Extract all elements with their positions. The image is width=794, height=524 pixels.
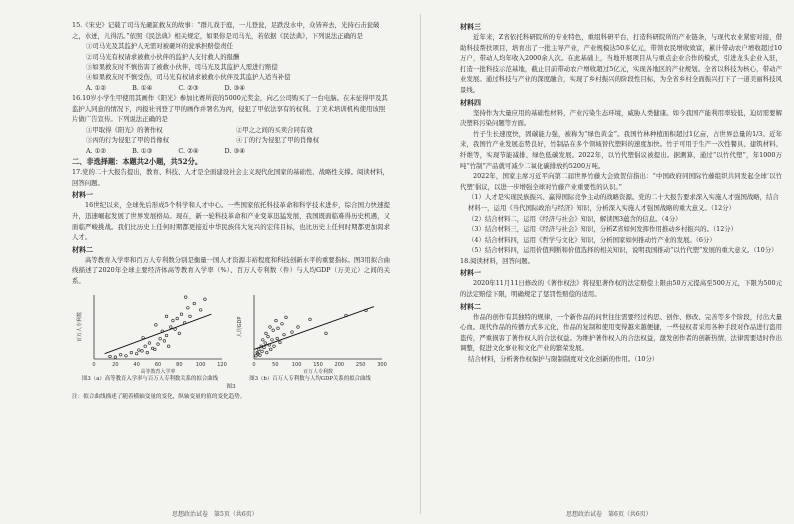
chart-b-x-tick: 100 (291, 361, 302, 368)
chart-a-point (114, 355, 117, 358)
chart-a-x-tick: 120 (217, 361, 227, 368)
chart-a-point (119, 353, 122, 356)
q15-option-3: ③如果救友时不慎伤害了被救小伙伴，司马光及其监护人需进行赔偿 (86, 63, 278, 71)
q17-sub-3: （3）结合材料三，运用《经济与社会》知识，分析Z省如何发挥作用推动乡村振兴的。（12分） (468, 225, 738, 234)
q16-option-1: ①甲取得《阳光》的著作权 (86, 126, 163, 134)
chart-b-point (277, 327, 280, 330)
page-5-footer: 思想政治试卷 第5页（共6页） (172, 511, 258, 518)
q18-material-2-text: 作品的创作有其独特的规律，一个新作品的问世往往需要经过构思、创作、修改、完善等多个阶段，付出大量心血。现代作品的传播方式多元化，作品的复制和使用变得越来越便捷，一些侵权者采用各种手段对作品进行盗用盗传，严重损害了著作权人的合法权益。为维护著作权人的合法权益，激发创作者的创新热情，法律需要适时作出调整，促进文化事业和文化产业的繁荣发展。 (460, 312, 782, 353)
chart-a-point (170, 325, 173, 328)
chart-a-x-label: 高等教育入学率 (140, 368, 176, 375)
chart-a-point (159, 337, 162, 340)
chart-a-point (184, 295, 187, 298)
chart-a-x-tick: 80 (176, 361, 183, 368)
chart-b-x-tick: 250 (355, 361, 366, 368)
material-4-text-2: 竹子生长速度快，固碳能力强，被称为“绿色黄金”。我国竹林种植面积超过1亿亩，占世界总量的1/3。近年来，我国竹产业发展态势良好，竹制品在多个领域替代塑料的速度加快。竹子可用于生产一次性餐具、建筑材料、纤维等，实现节能减排、绿色低碳发展。2022年，以竹代塑倡议被提出。据测算，通过“以竹代塑”，年1000万吨“竹制”产品就可减少二氧化碳排放约5200万吨。 (460, 129, 782, 170)
chart-b-fit-line (254, 306, 374, 349)
chart-a-x-tick: 60 (154, 361, 162, 368)
chart-a-point (163, 339, 166, 342)
chart-a-point (146, 351, 149, 354)
chart-a-point (142, 336, 145, 339)
chart-a-point (165, 334, 168, 337)
q16-choices (72, 146, 390, 156)
chart-a-y-label: 百万人专利数 (77, 311, 83, 342)
chart-a-point (178, 332, 181, 335)
chart-b-point (325, 332, 328, 335)
chart-b-point (281, 322, 284, 325)
chart-a-x-tick: 20 (112, 361, 119, 368)
chart-a-fit-line (105, 314, 212, 353)
chart-a-point (130, 351, 133, 354)
page-6 (460, 20, 782, 524)
chart-b-point (259, 353, 262, 356)
q16-choice-c[interactable]: C. ②④ (178, 146, 199, 155)
q17-stem: 17.党的二十大报告提出，教育、科技、人才是全面建设社会主义现代化国家的基础性、战略性支撑。阅读材料，回答问题。 (72, 168, 389, 187)
material-3-label: 材料三 (460, 22, 481, 31)
q16-stem: 16.10岁小学生甲使用其画作《阳光》参加比赛所获的5000元奖金，向乙公司购买了一台电脑。在未征得甲及其监护人同意的情况下，丙报社刊登了甲的画作并署名为丙，侵犯了甲依法享有的权利。丁美术培训机构使用该照片做广告宣传。下列说法正确的是 (72, 94, 388, 124)
figure-3-label: 图3 (226, 383, 236, 390)
q17-sub-4: （4）结合材料四，运用《哲学与文化》知识，分析国家如何推动竹产业的发展。（6分） (468, 235, 716, 244)
q18-material-1-text: 2020年11月11日修改的《著作权法》将侵犯著作权的法定赔偿上限由50万元提高至500万元，下限为500元的法定赔偿下限，明确规定了惩罚性赔偿的适用。 (460, 279, 782, 299)
chart-a-point (187, 306, 190, 309)
chart-b-point (272, 328, 275, 331)
chart-b-point (285, 316, 288, 319)
chart-a-point (141, 349, 144, 352)
chart-b-point (270, 348, 273, 351)
chart-b-x-tick: 150 (313, 361, 323, 368)
chart-b-point (273, 344, 276, 347)
q16-option-4: ④丁的行为侵犯了甲的肖像权 (236, 136, 320, 145)
q16-options-row2 (72, 135, 390, 145)
chart-a-point (176, 317, 179, 320)
chart-a-x-tick: 40 (133, 361, 140, 368)
q17-sub-1: （1）人才是实现民族振兴、赢得国际竞争主动的战略资源。党的二十大报告要求深入实施人才强国战略，结合材料一，运用《当代国际政治与经济》知识，分析深入实施人才强国战略的重大意义。（12分） (468, 193, 779, 212)
q16-choice-d[interactable]: D. ③④ (224, 146, 245, 155)
chart-a-point (167, 344, 170, 347)
chart-a-point (154, 348, 157, 351)
material-2-label: 材料二 (72, 244, 93, 254)
chart-b-point (265, 332, 268, 335)
chart-a-point (172, 319, 175, 322)
q15-choice-c[interactable]: C. ②③ (178, 83, 199, 92)
figure-3b (232, 289, 388, 383)
chart-b-point (264, 341, 267, 344)
section-2-heading: 二、非选择题：本题共2小题，共52分。 (72, 157, 203, 167)
chart-b-point (291, 330, 294, 333)
chart-a-point (199, 308, 202, 311)
chart-a-point (189, 315, 192, 318)
material-4-text-1: 坚持作为大量应用的基础性材料，产业污染生态环境，威胁人类健康。如今我国产能利用率较低，迫切需要解决塑料污染问题等方面。 (460, 108, 782, 128)
chart-b-point (261, 350, 264, 353)
figure-3a (72, 289, 228, 383)
figure-3b-caption: 图3（b）百万人专利数与人均GDP关系的拟合曲线 (249, 375, 371, 382)
scatter-chart-a (72, 289, 228, 375)
chart-a-point (193, 302, 196, 305)
chart-a-point (157, 342, 160, 345)
chart-a-point (204, 298, 207, 301)
page-5 (72, 20, 390, 524)
figure-3a-caption: 图3（a）高等教育入学率与百万人专利数关系的拟合曲线 (81, 375, 219, 382)
chart-b-x-tick: 300 (377, 361, 387, 368)
chart-b-point (266, 351, 269, 354)
chart-b-point (271, 338, 274, 341)
q16-option-3: ③丙的行为侵犯了甲的肖像权 (86, 136, 170, 145)
chart-b-x-tick: 0 (252, 361, 256, 368)
q15-option-4: ④如果救友时不慎受伤，司马光有权请求被救小伙伴及其监护人适当补偿 (86, 73, 291, 82)
q16-options-row1 (72, 125, 390, 135)
q15-option-1: ①司马光及其监护人无需对被砸坏的瓮承担赔偿责任 (86, 42, 233, 51)
q18-material-2-label: 材料二 (460, 301, 481, 311)
figure-3 (72, 289, 390, 383)
chart-a-point (144, 344, 147, 347)
q16-option-2: ②甲之之间的买卖合同有效 (236, 126, 313, 134)
q15-choice-d[interactable]: D. ③④ (224, 83, 245, 92)
chart-b-point (279, 341, 282, 344)
chart-b-point (283, 333, 286, 336)
chart-b-x-tick: 200 (334, 361, 345, 368)
figure-3-note: 注：拟合曲线描述了随着横轴变量的变化，纵轴变量的值的变化趋势。 (72, 393, 246, 400)
q18-material-1-label: 材料一 (460, 268, 481, 278)
q18-sub: 结合材料，分析著作权保护与限制制度对文化创新的作用。（10分） (468, 355, 659, 364)
chart-b-point (276, 337, 279, 340)
q16-choice-b[interactable]: B. ①③ (132, 146, 153, 155)
chart-b-point (275, 319, 278, 322)
page-divider (420, 14, 421, 514)
q16-choice-a[interactable]: A. ①② (86, 146, 107, 155)
chart-b-point (297, 325, 300, 328)
material-3-text: 近年来，Z省依托科研院所的专业特色，重组科研平台，打造科研院所的产业链条，与现代农业紧密对接，借助科技帮扶项目，培育出了一批主导产业，产业规模达50多亿元，带领农民增收致富，累计带动农户增收超过10万户，带动人均年收入2000余人次。在此基础上，当地开展项目从与重点企业合作的模式，引进龙头企业入驻，打造一批科技示范基地，截止目前带动农户增收超过5亿元，实现各地区的产业规划。全省以科技为核心，带动产业发展。通过科技与产业的深度融合，实现了乡村振兴的阶段性目标，为全省乡村全面振兴打下了一道美丽科技风景线。 (460, 33, 782, 94)
q15-choice-a[interactable]: A. ①② (86, 83, 107, 92)
q15-choice-b[interactable]: B. ①④ (132, 83, 153, 92)
material-4-text-3: 2022年，国家主席习近平向第二届世界竹藤大会致贺信指出：“中国政府同国际竹藤组织共同发起全球‘以竹代塑’倡议，以进一步增强全球对竹藤产业重要性的认识。” (460, 172, 782, 191)
material-2-text: 高等教育入学率和百万人专利数分别是衡量一国人才资源丰裕程度和科技创新水平的重要指标。图3用拟合曲线描述了2020年全球主要经济体高等教育入学率（%）、百万人专利数（件）与人均GDP（万美元）之间的关系。 (72, 255, 390, 285)
q15-option-2: ②司马光有权请求被救小伙伴的监护人支付救人的报酬 (86, 52, 240, 61)
q18-stem: 18.阅读材料，回答问题。 (460, 256, 535, 265)
chart-a-point (135, 352, 138, 355)
chart-b-point (267, 335, 270, 338)
chart-b-point (309, 318, 312, 321)
material-4-label: 材料四 (460, 97, 481, 107)
chart-a-point (138, 348, 141, 351)
chart-a-x-tick: 100 (195, 361, 206, 368)
q15-stem: 15.《宋史》记载了司马光砸缸救友的故事：“群儿戏于庭，一儿登瓮，足跌没水中，众皆弃去，光持石击瓮破之，水迸，儿得活。”依照《民法典》相关规定，如果你是司马光，若依据《民法典》，下列说法正确的是 (72, 21, 380, 40)
chart-b-y-label: 人均GDP (237, 316, 243, 337)
chart-a-point (180, 312, 183, 315)
q17-sub-2: （2）结合材料二，运用《经济与社会》知识，解读图3蕴含的信息。（4分） (468, 214, 682, 223)
material-1-text: 16世纪以来，全球先后形成5个科学和人才中心。一些国家依托科技革命和科学技术进步，综合国力快速提升，迅速崛起发展了世界发展格局。现在，新一轮科技革命和产业变革迅猛发展，我国既面临难得历史机遇，又面临严峻挑战。我们比历史上任何时期都更接近中华民族伟大复兴的宏伟目标，也比历史上任何时期都更加渴求人才。 (72, 201, 390, 242)
chart-b-point (262, 338, 265, 341)
chart-a-point (125, 354, 128, 357)
chart-a-x-tick: 0 (92, 361, 96, 368)
chart-b-x-label: 百万人专利数 (302, 368, 334, 375)
chart-b-point (269, 325, 272, 328)
page-6-footer: 思想政治试卷 第6页（共6页） (566, 511, 652, 518)
chart-b-point (258, 348, 261, 351)
chart-b-x-tick: 50 (272, 361, 279, 368)
scatter-chart-b (232, 289, 388, 375)
chart-a-point (165, 315, 168, 318)
chart-a-point (109, 355, 112, 358)
q17-sub-5: （5）结合材料四，运用价值判断和价值选择的相关知识，说明我国推动“以竹代塑”发展的重大意义。（10分） (468, 246, 778, 255)
material-1-label: 材料一 (72, 190, 93, 200)
chart-a-point (155, 323, 158, 326)
chart-a-point (148, 341, 151, 344)
q15-choices (72, 83, 390, 93)
